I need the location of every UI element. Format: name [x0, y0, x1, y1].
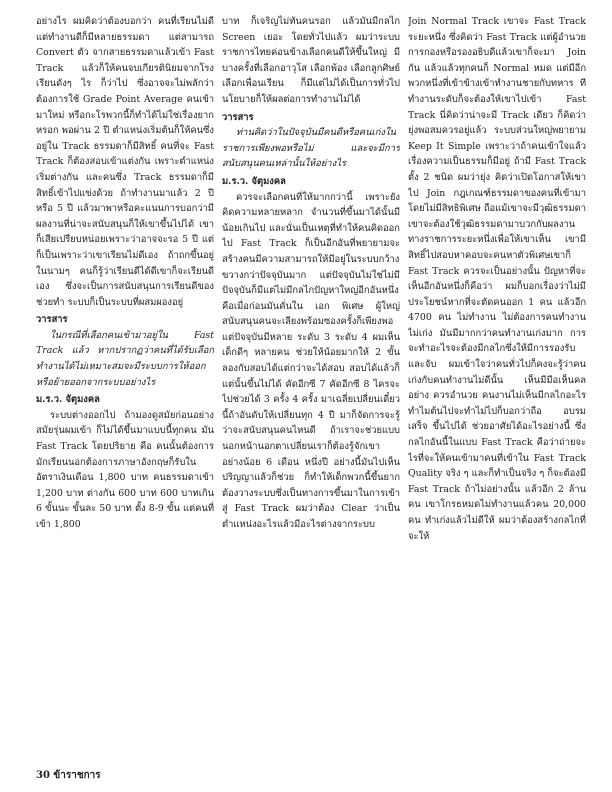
paragraph: อย่างไร ผมคิดว่าต้องบอกว่า คนที่เรียนไม่ดีแต่ทำงานดีก็มีหลายธรรมดา แต่สามารถ Convert ตัว จากสายธรรมดาแล้วเข้า Fast Track แล้วก็ให้คนจบเกียรตินิยมจากโรงเรียนดังๆ ไร ก็ว่าไป ซึ่งอาจจะไม่พลักว่าต้องการใช้ Grade Point Average คนเข้ามาใหม่ หรือกะโรพวกนี้ก็ทำได้ไม่ใช่เรื่องยาก หรอก พอผ่าน 2 ปี ตำแหน่งเริ่มต้นก็ให้คนซึ่งอยู่ใน Track ธรรมดาก็มีสิทธิ์ คนที่จะ Fast Track ก็ต้องสอบเข้าแต่งกัน เพราะตำแหน่งเริ่มต่างกัน และคนซึ่ง Track ธรรมดาก็มีสิทธิ์เข้าไปแข่งด้วย ถ้าทำงานมาแล้ว 2 ปี หรือ 5 ปี แล้วมาพาหรือคะแนนการบอกว่ามีผลงานที่น่าจะสนับสนุนก็ให้เขาขึ้นไปได้ เขาก็เสียเปรียบหน่อยเพราะว่าอาจจะรอ 5 ปี แต่ก็เป็นเพราะว่าเขาเรียนไม่ดีเอง ถ้าถกขึ้นอยู่ในนามๆ คนก็รู้ว่าเรียนดีได้ดีเขาก็จะเรียนดีเอง ซึ่งจะเป็นการสนับสนุนการเรียนดีของช่วยทำ ระบบก็เป็นระบบที่ผสมผองอยู่	[36, 16, 214, 308]
speaker-name: ม.ร.ว. จัตุมงคล	[222, 175, 286, 187]
interview-question: ท่านคิดว่าในปัจจุบันมีคนดีหรือคนเก่งในราชการเพียงพอหรือไม่ และจะมีการสนับสนุนคนเหล่านั้นให้อย่างไร	[222, 127, 400, 170]
speaker-name: ม.ร.ว. จัตุมงคล	[36, 394, 100, 406]
text-column-2	[222, 14, 400, 533]
text-column-3	[408, 14, 586, 544]
section-heading: วารสาร	[222, 111, 254, 123]
paragraph: บาท ก็เจริญไม่ทันคนรอก แล้วมันมีกลไก Screen เยอะ โดยทั่วไปแล้ว ผมว่าระบบราชการไทยค่อนข้างเลือกคนดีให้ขึ้นใหญ่ มีบางครั้งที่เลือกอาวุโส เลือกพ้อง เลือกลูกศิษย์ เลือกเพื่อนเรียน ก็มีแต่ไม่ได้เป็นการทั่วไป นโยบายก็ให้ผลต่อการทำงานไม่ได้	[222, 16, 400, 105]
paragraph: Join Normal Track เขาจะ Fast Track ระยะหนึ่ง ซึ่งคิดว่า Fast Track แต่ผู้อำนวยการกองหรือรองอธิบดีแล้วเขาก็จะมา Join กัน แล้วแล้วทุกคนก็ Normal หมด แต่มีอีกพวกหนึ่งที่เข้าข้างเข้าทำงานชายกับทหาร ทีทำงานระดับก็จะต้องให้เขาไปเข้า Fast Track นี่คิดว่าน่าจะมี Track เดียว ก็คิดว่ายุ่งพอสมควรอยู่แล้ว ระบบส่วนใหญ่พยายาม Keep It Simple เพราะว่าถ้าคนเข้าใจแล้วเรื่องความเป็นธรรมก็มีอยู่ ถ้ามี Fast Track ตั้ง 2 ชนิด ผมว่ายุ่ง คิดว่าเปิดโอกาสให้เขาไป Join กฎเกณฑ์ธรรมดาของคนที่เข้ามาโดยไม่มีสิทธิพิเศษ ถือแม้เขาจะมีวุฒิธรรมดาเขาจะต้องใช้วุฒิธรรมดามาบวกกับผลงานทางราชการระยะหนึ่งเพื่อให้เขาเห็น เขามีสิทธิ์ไปสอบหาคอบจะคนหาตัวพิเศษเขาก็ Fast Track ควรจะเป็นอย่างนั้น ปัญหาที่จะเห็นอีกอันหนึ่งก็คือว่า ผมก็บอกเรื่องว่าไม่มีประโยชน์หากที่จะตัดคนออก 1 คน แล้วอีก 4700 คน ไม่ทำงาน ไม่ต้องการคนทำงานไม่เก่ง มันมีมากกว่าคนทำงานเก่งมาก การจะทำอะไรจะต้องมีกลไกซึ่งให้มีการรองรับและจับ ผมเข้าใจว่าคนทั่วไปก็คงจะรู้ว่าคนเก่งกับคนทำงานไม่ดีนั้น เห็นมีมีอเห็นคล อย่าง ควรอำนวย คนงานไม่เห็นมีกลไกอะไรทำไมต้นไปจะทำไม่ไปก็บอกว่าถือ อบรมเสร็จ ขึ้นไปได้ ช่วยอาศัยได้อะไรอย่างนี้ ซึ่งกลไกอันนี้ในแบบ Fast Track คือว่าถ่ายจะไรที่จะให้คนเข้ามาคนที่เข้าใน Fast Track Quality จริง ๆ และก็ทำเป็นจริง ๆ ก็จะต้องมี Fast Track ถ้าไม่อย่างนั้น แล้วอีก 2 ล้านคน เขาโกรธหมดไม่ทำงานแล้วคน 20,000 คน ทำเก่งแล้วไม่ดีให้ ผมว่าต้องสร้างกลไกที่จะให้	[408, 16, 586, 542]
page-footer	[36, 768, 101, 783]
paragraph: ควรจะเลือกคนที่ให้มากกว่านี้ เพราะยังคิดความหลายหลาก จำนวนที่ขึ้นมาได้นั้นมีน้อยเกินไป และนั่นเป็นเหตุที่ทำให้คนคิดออกไป Fast Track ก็เป็นอีกอันที่พยายามจะสร้างคนมีความสามารถให้มีอยู่ในระบบกว้างขวางกว่าปัจจุบันมาก แต่ปัจจุบันไม่ใช่ไม่มี ปัจจุบันก็มีแต่ไม่มีกลไกปัญหาใหญ่อีกอันหนึ่งคือเมื่อก่อนมันคั่นใน เอก พิเศษ ผู้ใหญ่สนับสนุนคนจะเลียงพร้อมซองครั้งก็เพียงพอ แต่ปัจจุบันมีหลาย ระดับ 3 ระดับ 4 ผมเห็นเด็กดีๆ หลายคน ช่วยให้น้อยมากให้ 2 ขั้น ลองกับสอบได้แต่กว่าจะได้สอบ สอบได้แล้วก็แต่นั้นขึ้นไม่ได้ คัดอีกซี 7 คัดอีกซี 8 ไครจะไปช่วยได้ 3 ครั้ง 4 ครั้ง มาเฉลี่ยเปลี่ยนเดี๋ยวนี้ถ้าอันดับให้เปลี่ยนทุก 4 ปี มาก็จัดการจะรู้ว่าจะสนับสนุนคนไหนดี ถ้าเราจะช่วยแบบนอกหน้านอกตาเปลี่ยนเราก็ต้องรู้จักเขาอย่างน้อย 6 เดือน หนึ่งปี อย่างนี้มันไปเห็นปริญญาแล้วก็ช่วย ก็ทำให้เด็กพวกนี้ขึ้นยาก ต้องวางระบบซึ่งเป็นทางการขึ้นมาในการเข้าสู่ Fast Track ผมว่าต้อง Clear ว่าเป็นตำแหน่งอะไรแล้วมีอะไรต่างจากระบบ	[222, 191, 400, 530]
interview-question: ในกรณีที่เลือกคนเข้ามาอยู่ใน Fast Track แล้ว หากปรากฏว่าคนที่ได้รับเลือกทำงานได้ไม่เหมาะสมจะมีระบบการให้ออกหรือย้ายออกจากระบบอย่างไร	[36, 329, 214, 388]
text-column-1	[36, 14, 214, 533]
publication-name: ข้าราชการ	[53, 770, 101, 781]
paragraph: ระบบต่างออกไป ถ้ามองดูสมัยก่อนอย่างสมัยรุ่นผมเข้า ก็ไม่ได้ขึ้นมาแบบนี้ทุกคน มัน Fast Track โดยปริยาย คือ คนนั้นต้องการมักเรียนนอกต้องการภาษาอังกฤษก็รับในอัตราเงินเดือน 1,800 บาท คนธรรมดาเข้า 1,200 บาท ต่างกัน 600 บาท 600 บาทเกิน 6 ขั้นนะ ขั้นละ 50 บาท ตั้ง 8-9 ขั้น แต่คนที่เข้า 1,800	[36, 409, 214, 530]
section-heading: วารสาร	[36, 314, 68, 326]
page-number: 30	[36, 770, 50, 781]
